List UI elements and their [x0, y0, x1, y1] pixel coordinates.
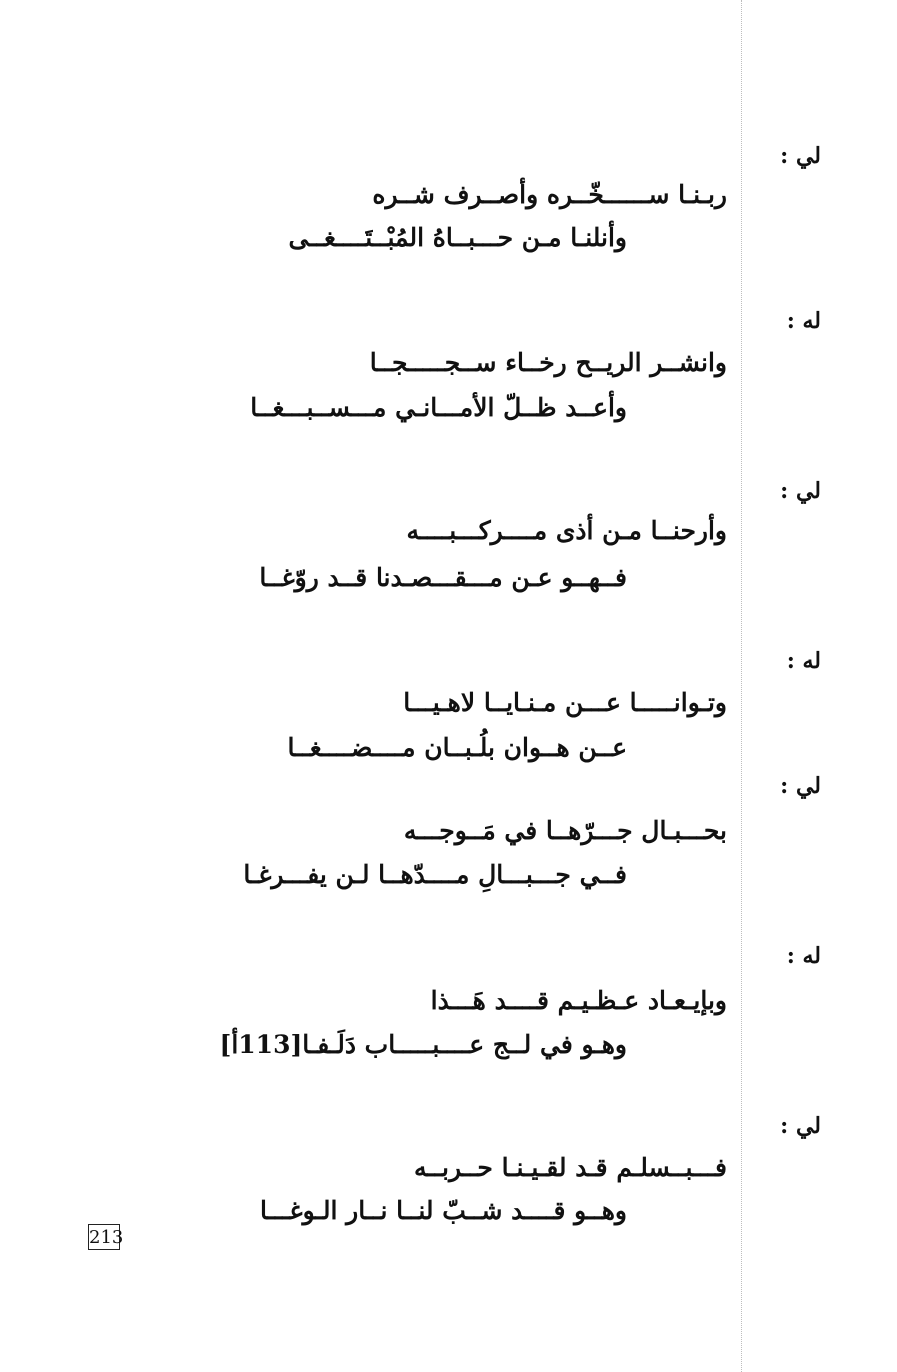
speaker-label: لي :: [780, 143, 821, 169]
page-fold-line: [741, 0, 742, 1372]
verse-line: فــهــو عـن مـــقـــصـدنا قــد روّغــا: [259, 563, 627, 592]
verse-line: وبإيـعـاد عـظـيـم قــــد هَـــذا: [430, 986, 727, 1015]
verse-line: فــي جـــبـــالِ مــــدّهــا لـن يفـــرغـا: [243, 860, 627, 889]
verse-line: وهـو في لــج عــــبـــــاب دَلَـفـا[113أ]: [219, 1030, 627, 1059]
verse-line: وهــو قــــد شــبّ لنــا نــار الـوغـــا: [259, 1196, 627, 1225]
verse-line: وأرحنــا مـن أذى مــــركـــبــــه: [406, 516, 727, 545]
verse-line: ربـنـا ســــــخّــره وأصــرف شــره: [372, 180, 727, 209]
verse-line: فـــبــسلـم قـد لقـيـنـا حــربــه: [413, 1153, 727, 1182]
verse-line: وأنلنـا مـن حـــبــاهُ المُبْــتَــــغــى: [288, 223, 627, 252]
speaker-label: له :: [786, 648, 821, 674]
verse-line: وانشــر الريــح رخــاء ســجـــــجــا: [369, 348, 727, 377]
verse-line: وأعــد ظــلّ الأمـــانـي مـــســبـــغــا: [250, 393, 627, 422]
speaker-label: له :: [786, 943, 821, 969]
speaker-label: لي :: [780, 1113, 821, 1139]
speaker-label: لي :: [780, 478, 821, 504]
verse-line: وتـوانـــــا عـــن مـنـايــا لاهـيـــا: [403, 688, 727, 717]
verse-line: بحـــبـال جـــرّهــا في مَــوجـــه: [403, 816, 727, 845]
speaker-label: لي :: [780, 773, 821, 799]
verse-line: عــن هــوان بلُـبــان مــــضــــغــا: [287, 733, 627, 762]
page-number: 213: [88, 1224, 120, 1250]
speaker-label: له :: [786, 308, 821, 334]
